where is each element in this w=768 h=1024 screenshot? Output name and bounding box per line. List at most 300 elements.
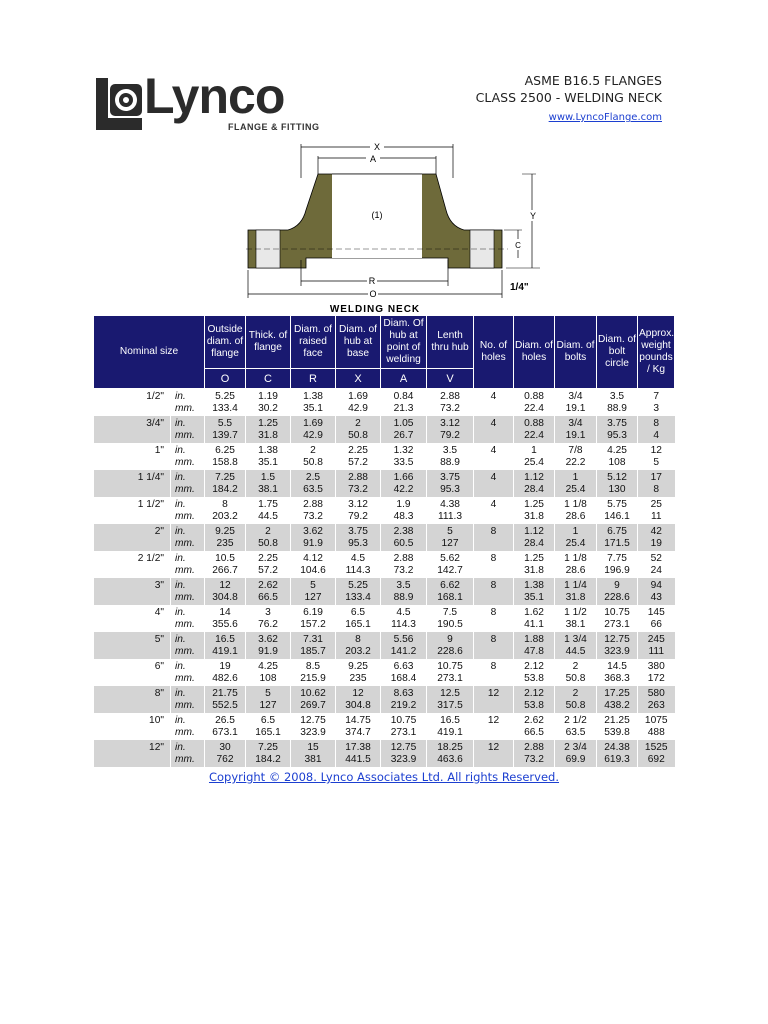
table-cell: [474, 673, 514, 686]
table-row: [94, 538, 675, 551]
table-cell: 95.3: [427, 484, 474, 497]
table-cell: 8: [638, 484, 675, 497]
table-cell: 69.9: [555, 754, 597, 767]
table-row: [94, 659, 675, 673]
table-cell: 35.1: [291, 403, 336, 416]
table-cell: 157.2: [291, 619, 336, 632]
column-header: Lenth thru hub: [427, 316, 474, 369]
nominal-size: 2": [94, 524, 171, 538]
table-cell: [474, 538, 514, 551]
table-cell: 19.1: [555, 403, 597, 416]
table-cell: 2.38: [381, 524, 427, 538]
table-cell: 142.7: [427, 565, 474, 578]
table-row: [94, 403, 675, 416]
unit-label: in.: [171, 686, 205, 700]
unit-label: mm.: [171, 484, 205, 497]
table-cell: 203.2: [205, 511, 246, 524]
table-cell: 6.5: [246, 713, 291, 727]
label-c: C: [515, 241, 521, 250]
table-cell: 8: [336, 632, 381, 646]
table-cell: 38.1: [555, 619, 597, 632]
table-cell: 79.2: [427, 430, 474, 443]
table-cell: 28.6: [555, 565, 597, 578]
unit-label: in.: [171, 497, 205, 511]
table-row: [94, 470, 675, 484]
table-cell: 50.8: [555, 673, 597, 686]
table-cell: 1: [514, 443, 555, 457]
table-cell: 3: [638, 403, 675, 416]
table-cell: 1.12: [514, 524, 555, 538]
table-cell: 18.25: [427, 740, 474, 754]
table-cell: 1.38: [291, 389, 336, 404]
column-header: Diam. of holes: [514, 316, 555, 389]
table-cell: 196.9: [597, 565, 638, 578]
table-cell: 2: [336, 416, 381, 430]
column-header: Nominal size: [94, 316, 205, 389]
table-cell: 31.8: [246, 430, 291, 443]
brand-logo: [94, 68, 334, 134]
table-body: [94, 389, 675, 768]
table-cell: 8: [474, 524, 514, 538]
table-cell: 8.5: [291, 659, 336, 673]
table-cell: 438.2: [597, 700, 638, 713]
table-cell: 3.5: [427, 443, 474, 457]
table-cell: 5.25: [336, 578, 381, 592]
table-row: [94, 511, 675, 524]
table-cell: [474, 511, 514, 524]
table-cell: 368.3: [597, 673, 638, 686]
table-cell: 4: [474, 497, 514, 511]
table-cell: 2: [291, 443, 336, 457]
table-cell: 8: [474, 578, 514, 592]
table-row: [94, 497, 675, 511]
table-cell: 9: [427, 632, 474, 646]
nominal-size: [94, 511, 171, 524]
nominal-size: [94, 592, 171, 605]
unit-label: mm.: [171, 430, 205, 443]
document-header: [476, 72, 662, 125]
table-cell: 50.8: [336, 430, 381, 443]
column-code: R: [291, 369, 336, 389]
nominal-size: 10": [94, 713, 171, 727]
table-cell: 7.31: [291, 632, 336, 646]
table-cell: 482.6: [205, 673, 246, 686]
unit-label: mm.: [171, 673, 205, 686]
table-cell: 47.8: [514, 646, 555, 659]
table-cell: 127: [427, 538, 474, 551]
unit-label: in.: [171, 551, 205, 565]
column-code: C: [246, 369, 291, 389]
table-cell: 17: [638, 470, 675, 484]
drawing-title: WELDING NECK: [329, 304, 421, 315]
nominal-size: 1 1/2": [94, 497, 171, 511]
table-cell: 3.62: [291, 524, 336, 538]
table-cell: 273.1: [597, 619, 638, 632]
table-cell: 30.2: [246, 403, 291, 416]
table-cell: 692: [638, 754, 675, 767]
table-cell: 1 3/4: [555, 632, 597, 646]
table-cell: 53.8: [514, 700, 555, 713]
table-cell: 172: [638, 673, 675, 686]
label-a: A: [369, 154, 377, 164]
table-cell: [474, 430, 514, 443]
table-cell: 2.12: [514, 659, 555, 673]
unit-label: in.: [171, 632, 205, 646]
column-header: No. of holes: [474, 316, 514, 389]
table-cell: 73.2: [427, 403, 474, 416]
table-cell: [474, 484, 514, 497]
table-cell: 1.32: [381, 443, 427, 457]
copyright-notice[interactable]: Copyright © 2008. Lynco Associates Ltd. All rights Reserved.: [208, 770, 559, 784]
table-cell: 6.62: [427, 578, 474, 592]
table-cell: 1525: [638, 740, 675, 754]
nominal-size: 8": [94, 686, 171, 700]
table-cell: 31.8: [555, 592, 597, 605]
table-cell: 7.25: [246, 740, 291, 754]
nominal-size: [94, 646, 171, 659]
table-cell: 441.5: [336, 754, 381, 767]
label-y: Y: [529, 211, 537, 221]
table-cell: 48.3: [381, 511, 427, 524]
table-cell: 6.63: [381, 659, 427, 673]
table-cell: 95.3: [336, 538, 381, 551]
table-cell: 17.25: [597, 686, 638, 700]
table-cell: 165.1: [336, 619, 381, 632]
table-cell: 3.75: [336, 524, 381, 538]
label-quarter-inch: 1/4": [510, 282, 529, 293]
column-header: Diam. of bolts: [555, 316, 597, 389]
table-cell: 619.3: [597, 754, 638, 767]
table-cell: 33.5: [381, 457, 427, 470]
unit-label: mm.: [171, 646, 205, 659]
nominal-size: 3/4": [94, 416, 171, 430]
table-cell: 19: [638, 538, 675, 551]
table-cell: 21.25: [597, 713, 638, 727]
table-row: [94, 578, 675, 592]
table-cell: 323.9: [381, 754, 427, 767]
table-row: [94, 484, 675, 497]
table-cell: 66.5: [514, 727, 555, 740]
table-cell: 1.12: [514, 470, 555, 484]
table-cell: 1 1/8: [555, 551, 597, 565]
unit-label: mm.: [171, 592, 205, 605]
nominal-size: [94, 430, 171, 443]
table-cell: 2.62: [246, 578, 291, 592]
unit-label: in.: [171, 659, 205, 673]
table-cell: 2.62: [514, 713, 555, 727]
table-cell: 6.5: [336, 605, 381, 619]
table-cell: 8: [638, 416, 675, 430]
table-cell: 8.63: [381, 686, 427, 700]
table-cell: 1.38: [246, 443, 291, 457]
table-cell: 228.6: [597, 592, 638, 605]
table-cell: 57.2: [336, 457, 381, 470]
column-header: Thick. of flange: [246, 316, 291, 369]
table-cell: 4.5: [336, 551, 381, 565]
table-cell: 130: [597, 484, 638, 497]
table-cell: 24.38: [597, 740, 638, 754]
unit-label: in.: [171, 389, 205, 404]
nominal-size: [94, 700, 171, 713]
lynco-emblem-icon: [94, 74, 146, 132]
table-cell: 111.3: [427, 511, 474, 524]
table-cell: 3.75: [427, 470, 474, 484]
table-cell: 12.5: [427, 686, 474, 700]
table-cell: [474, 403, 514, 416]
table-cell: 12.75: [291, 713, 336, 727]
table-cell: 114.3: [336, 565, 381, 578]
nominal-size: 1": [94, 443, 171, 457]
table-cell: 35.1: [246, 457, 291, 470]
table-cell: 44.5: [246, 511, 291, 524]
table-cell: 235: [336, 673, 381, 686]
table-cell: 2.88: [336, 470, 381, 484]
table-cell: 1.25: [514, 497, 555, 511]
unit-label: in.: [171, 713, 205, 727]
unit-label: in.: [171, 470, 205, 484]
table-row: [94, 592, 675, 605]
table-cell: 273.1: [427, 673, 474, 686]
table-cell: 17.38: [336, 740, 381, 754]
table-cell: 22.4: [514, 430, 555, 443]
table-row: [94, 565, 675, 578]
table-cell: 2.88: [427, 389, 474, 404]
table-cell: 1.38: [514, 578, 555, 592]
table-cell: 1.25: [514, 551, 555, 565]
table-cell: 9: [597, 578, 638, 592]
column-code: O: [205, 369, 246, 389]
table-cell: 2: [555, 686, 597, 700]
table-cell: 63.5: [291, 484, 336, 497]
table-cell: 5.62: [427, 551, 474, 565]
table-cell: [474, 592, 514, 605]
table-cell: 215.9: [291, 673, 336, 686]
table-cell: 7.25: [205, 470, 246, 484]
column-code: V: [427, 369, 474, 389]
table-cell: 165.1: [246, 727, 291, 740]
table-cell: 5: [638, 457, 675, 470]
table-cell: 2 1/2: [555, 713, 597, 727]
table-cell: 245: [638, 632, 675, 646]
table-cell: 91.9: [246, 646, 291, 659]
table-cell: 6.19: [291, 605, 336, 619]
nominal-size: [94, 403, 171, 416]
nominal-size: [94, 673, 171, 686]
table-cell: 28.4: [514, 538, 555, 551]
table-cell: 235: [205, 538, 246, 551]
table-cell: 3/4: [555, 389, 597, 404]
table-cell: 168.1: [427, 592, 474, 605]
table-cell: 4.5: [381, 605, 427, 619]
table-cell: 50.8: [291, 457, 336, 470]
table-cell: 2: [246, 524, 291, 538]
table-cell: 6.25: [205, 443, 246, 457]
table-cell: 66: [638, 619, 675, 632]
table-cell: 7.5: [427, 605, 474, 619]
table-cell: 73.2: [291, 511, 336, 524]
table-cell: 168.4: [381, 673, 427, 686]
unit-label: in.: [171, 524, 205, 538]
table-cell: 3.12: [427, 416, 474, 430]
table-cell: 66.5: [246, 592, 291, 605]
table-cell: 171.5: [597, 538, 638, 551]
table-cell: 185.7: [291, 646, 336, 659]
column-header: Outside diam. of flange: [205, 316, 246, 369]
table-cell: 1: [555, 470, 597, 484]
unit-label: in.: [171, 740, 205, 754]
column-header: Approx. weight pounds / Kg: [638, 316, 675, 389]
table-cell: 42.9: [336, 403, 381, 416]
table-cell: 3.75: [597, 416, 638, 430]
table-row: [94, 673, 675, 686]
table-cell: 73.2: [336, 484, 381, 497]
table-cell: 4: [474, 416, 514, 430]
table-cell: 57.2: [246, 565, 291, 578]
table-row: [94, 551, 675, 565]
table-cell: 26.5: [205, 713, 246, 727]
table-cell: 488: [638, 727, 675, 740]
table-cell: 108: [597, 457, 638, 470]
table-cell: 3.5: [597, 389, 638, 404]
table-cell: 9.25: [336, 659, 381, 673]
table-cell: 8: [474, 551, 514, 565]
table-cell: 269.7: [291, 700, 336, 713]
table-cell: 1 1/2: [555, 605, 597, 619]
table-cell: 133.4: [336, 592, 381, 605]
table-cell: 19.1: [555, 430, 597, 443]
table-cell: 1.66: [381, 470, 427, 484]
table-cell: 673.1: [205, 727, 246, 740]
nominal-size: 4": [94, 605, 171, 619]
flange-spec-table: [93, 315, 675, 767]
table-cell: 79.2: [336, 511, 381, 524]
nominal-size: [94, 727, 171, 740]
table-cell: 1.69: [291, 416, 336, 430]
table-cell: 5: [291, 578, 336, 592]
table-cell: 53.8: [514, 673, 555, 686]
table-cell: 463.6: [427, 754, 474, 767]
header-class: CLASS 2500 - WELDING NECK: [475, 90, 662, 105]
table-cell: 19: [205, 659, 246, 673]
table-cell: 1.62: [514, 605, 555, 619]
column-code: X: [336, 369, 381, 389]
table-row: [94, 430, 675, 443]
table-cell: 0.88: [514, 389, 555, 404]
table-cell: 5.25: [205, 389, 246, 404]
nominal-size: [94, 565, 171, 578]
table-cell: 22.2: [555, 457, 597, 470]
table-cell: 184.2: [205, 484, 246, 497]
table-cell: 4.12: [291, 551, 336, 565]
table-cell: [474, 457, 514, 470]
unit-label: in.: [171, 443, 205, 457]
welding-neck-flange-drawing: [236, 138, 556, 316]
table-cell: 25.4: [514, 457, 555, 470]
table-cell: 12: [474, 713, 514, 727]
table-cell: 355.6: [205, 619, 246, 632]
unit-label: mm.: [171, 727, 205, 740]
table-cell: 9.25: [205, 524, 246, 538]
nominal-size: 3": [94, 578, 171, 592]
brand-name: Lynco: [144, 68, 285, 124]
table-cell: 8: [205, 497, 246, 511]
table-cell: 1.5: [246, 470, 291, 484]
table-cell: 2.88: [291, 497, 336, 511]
table-cell: 52: [638, 551, 675, 565]
table-cell: 3: [246, 605, 291, 619]
table-row: [94, 524, 675, 538]
table-cell: 111: [638, 646, 675, 659]
table-cell: 63.5: [555, 727, 597, 740]
column-code: A: [381, 369, 427, 389]
table-cell: 3.5: [381, 578, 427, 592]
column-header: Diam. of raised face: [291, 316, 336, 369]
nominal-size: [94, 538, 171, 551]
table-cell: 94: [638, 578, 675, 592]
table-cell: 3.12: [336, 497, 381, 511]
table-cell: 7: [638, 389, 675, 404]
table-cell: 380: [638, 659, 675, 673]
table-cell: 0.88: [514, 416, 555, 430]
table-cell: 323.9: [291, 727, 336, 740]
label-x: X: [373, 142, 381, 152]
table-cell: 10.75: [597, 605, 638, 619]
table-cell: 8: [474, 632, 514, 646]
unit-label: mm.: [171, 511, 205, 524]
table-cell: 219.2: [381, 700, 427, 713]
table-cell: 42.2: [381, 484, 427, 497]
nominal-size: [94, 754, 171, 767]
table-row: [94, 416, 675, 430]
table-cell: 4: [474, 389, 514, 404]
table-cell: 552.5: [205, 700, 246, 713]
table-cell: 158.8: [205, 457, 246, 470]
table-cell: 16.5: [427, 713, 474, 727]
table-cell: 1075: [638, 713, 675, 727]
table-cell: 12.75: [597, 632, 638, 646]
label-o: O: [369, 289, 377, 299]
website-link[interactable]: www.LyncoFlange.com: [548, 112, 662, 123]
table-cell: [474, 619, 514, 632]
table-cell: 184.2: [246, 754, 291, 767]
table-cell: 203.2: [336, 646, 381, 659]
table-row: [94, 389, 675, 404]
table-row: [94, 740, 675, 754]
table-cell: 580: [638, 686, 675, 700]
table-cell: 28.6: [555, 511, 597, 524]
nominal-size: 1/2": [94, 389, 171, 404]
table-cell: 44.5: [555, 646, 597, 659]
table-cell: 381: [291, 754, 336, 767]
table-cell: 5: [427, 524, 474, 538]
table-cell: 8: [474, 605, 514, 619]
nominal-size: [94, 457, 171, 470]
table-cell: 25.4: [555, 484, 597, 497]
table-cell: 1.69: [336, 389, 381, 404]
table-cell: 14.5: [597, 659, 638, 673]
table-cell: 263: [638, 700, 675, 713]
nominal-size: 5": [94, 632, 171, 646]
table-cell: 3/4: [555, 416, 597, 430]
table-cell: 7/8: [555, 443, 597, 457]
table-cell: 304.8: [336, 700, 381, 713]
table-cell: [474, 646, 514, 659]
table-cell: 1 1/8: [555, 497, 597, 511]
unit-label: in.: [171, 578, 205, 592]
table-cell: 1.75: [246, 497, 291, 511]
table-row: [94, 700, 675, 713]
table-cell: 1.25: [246, 416, 291, 430]
